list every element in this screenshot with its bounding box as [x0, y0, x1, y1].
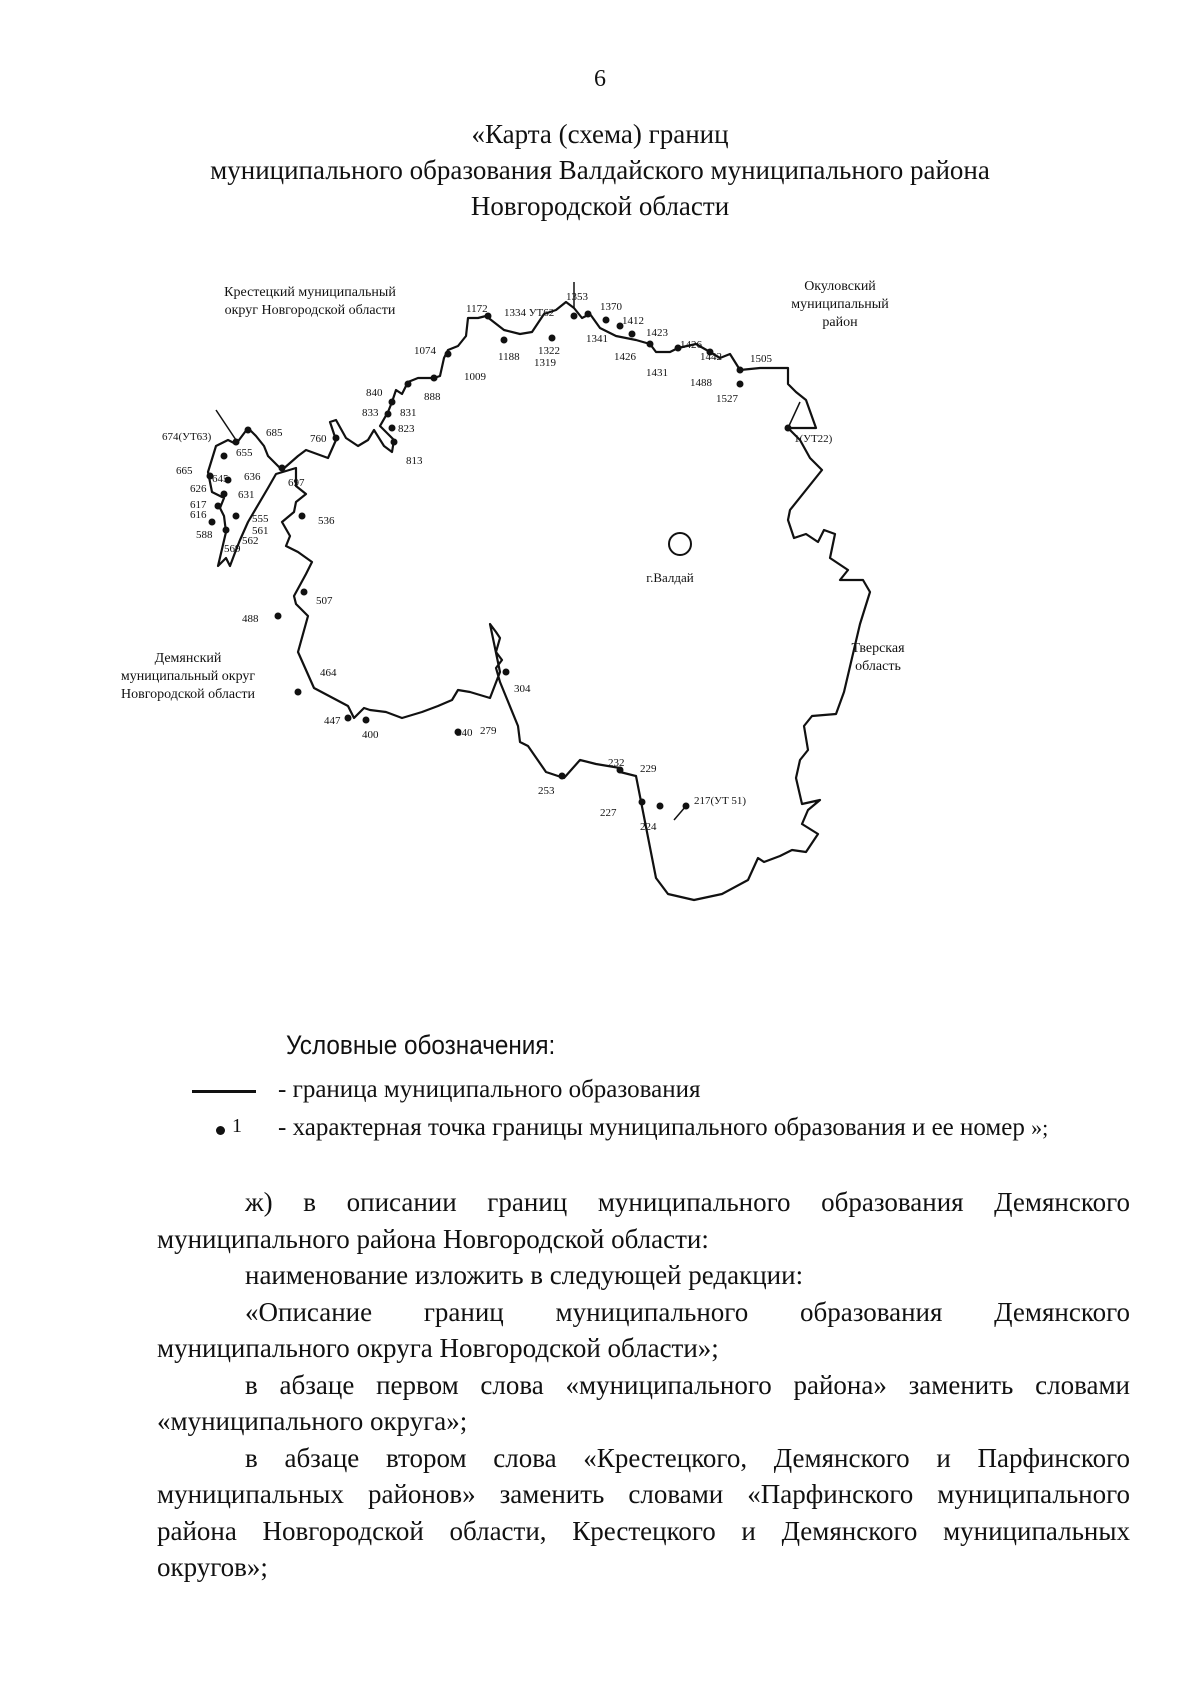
- paragraph: «Описание границ муниципального образования Демянского муниципального округа Новгородской области»;: [157, 1296, 1130, 1363]
- point-label: 340: [456, 727, 473, 739]
- point-label: 279: [480, 725, 497, 737]
- neighbor-okulovka-line-1: Окуловский: [804, 280, 876, 294]
- point-label: 464: [320, 667, 337, 679]
- neighbor-okulovka-line-3: район: [822, 315, 858, 330]
- neighbor-okulovka-line-2: муниципальный: [791, 297, 889, 312]
- point-label: 1334 УТ62: [504, 307, 555, 319]
- paragraph: в абзаце втором слова «Крестецкого, Демянского и Парфинского муниципальных районов» заменить словами «Парфинского муниципального района Новгородской области, Крестецкого и Демянского муниципальных округов»;: [157, 1442, 1130, 1582]
- point-label: 1172: [466, 303, 488, 315]
- legend-boundary-text: - граница муниципального образования: [278, 1076, 701, 1103]
- neighbor-tver-line-1: Тверская: [851, 641, 905, 656]
- point-label: 1412: [622, 315, 644, 327]
- point-label: 253: [538, 785, 555, 797]
- point-label: 447: [324, 715, 341, 727]
- point-label: 888: [424, 391, 441, 403]
- point-label: 536: [318, 515, 335, 527]
- legend-point-suffix: »;: [1031, 1115, 1049, 1140]
- boundary-line: [208, 302, 870, 900]
- point-label: 1488: [690, 377, 712, 389]
- point-label: 674(УТ63): [162, 431, 212, 443]
- point-label: 304: [514, 683, 531, 695]
- point-label: 229: [640, 763, 657, 775]
- point-symbol: [216, 1126, 225, 1135]
- point-label: 1319: [534, 357, 556, 369]
- point-label: 562: [242, 535, 259, 547]
- point-label: 224: [640, 821, 657, 833]
- point-label: 645: [212, 473, 229, 485]
- city-marker: [669, 533, 691, 555]
- paragraph: в абзаце первом слова «муниципального района» заменить словами «муниципального округа»;: [157, 1369, 1130, 1436]
- point-label: 833: [362, 407, 379, 419]
- point-label: 1009: [464, 371, 486, 383]
- neighbor-demyansk-line-1: Демянский: [154, 651, 222, 666]
- point-label: 555: [252, 513, 269, 525]
- neighbor-tver-line-2: область: [855, 659, 901, 674]
- point-symbol-number: 1: [232, 1115, 242, 1137]
- point-label: 1426: [614, 351, 636, 363]
- point-label: 636: [244, 471, 261, 483]
- title-line-3: Новгородской области: [470, 191, 730, 221]
- point-label: 813: [406, 455, 423, 467]
- point-label: 760: [310, 433, 327, 445]
- point-label: 400: [362, 729, 379, 741]
- point-label: 217(УТ 51): [694, 795, 747, 807]
- point-label: 1341: [586, 333, 608, 345]
- boundary-map: [100, 280, 1000, 920]
- point-label: 1074: [414, 345, 436, 357]
- point-label: 1353: [566, 291, 588, 303]
- point-label: 665: [176, 465, 193, 477]
- point-label: 232: [608, 757, 625, 769]
- boundary-line-symbol: [192, 1090, 256, 1093]
- document-title: [0, 116, 1200, 224]
- city-label: г.Валдай: [646, 570, 694, 585]
- neighbor-demyansk-line-3: Новгородской области: [121, 687, 255, 702]
- point-label: 569: [224, 543, 241, 555]
- point-label: 831: [400, 407, 417, 419]
- point-label: 1322: [538, 345, 560, 357]
- point-label: 1431: [646, 367, 668, 379]
- neighbor-kresttsy-line-1: Крестецкий муниципальный: [224, 285, 396, 300]
- point-label: 823: [398, 423, 415, 435]
- point-label: 655: [236, 447, 253, 459]
- point-label: 840: [366, 387, 383, 399]
- point-label: 561: [252, 525, 269, 537]
- point-label: 617: [190, 499, 207, 511]
- point-label: 1370: [600, 301, 622, 313]
- legend-title: Условные обозначения:: [286, 1030, 556, 1060]
- point-label: 1527: [716, 393, 738, 405]
- point-label: 616: [190, 509, 207, 521]
- point-label: 631: [238, 489, 255, 501]
- point-label: 507: [316, 595, 333, 607]
- legend-row-boundary: [160, 1076, 1120, 1110]
- point-label: 488: [242, 613, 259, 625]
- point-label: 1426: [680, 339, 702, 351]
- point-label: 1(УТ22): [794, 433, 833, 445]
- point-label: 685: [266, 427, 283, 439]
- point-label: 1423: [646, 327, 668, 339]
- title-line-1: «Карта (схема) границ: [471, 119, 729, 149]
- page-number: 6: [594, 66, 606, 92]
- neighbor-kresttsy-line-2: округ Новгородской области: [224, 303, 396, 318]
- legend-point-text: - характерная точка границы муниципального образования и ее номер: [278, 1114, 1025, 1141]
- legend-row-point: [160, 1114, 1120, 1148]
- point-label: 1505: [750, 353, 772, 365]
- point-label: 1188: [498, 351, 520, 363]
- title-line-2: муниципального образования Валдайского муниципального района: [210, 155, 990, 185]
- paragraph: наименование изложить в следующей редакции:: [245, 1260, 804, 1290]
- point-label: 227: [600, 807, 617, 819]
- paragraph: ж) в описании границ муниципального образования Демянского муниципального района Новгородской области:: [157, 1187, 1130, 1254]
- point-label: 588: [196, 529, 213, 541]
- point-label: 626: [190, 483, 207, 495]
- point-label: 697: [288, 477, 305, 489]
- amendment-text: [157, 1184, 1130, 1586]
- neighbor-demyansk-line-2: муниципальный округ: [120, 669, 256, 684]
- point-label: 1442: [700, 351, 722, 363]
